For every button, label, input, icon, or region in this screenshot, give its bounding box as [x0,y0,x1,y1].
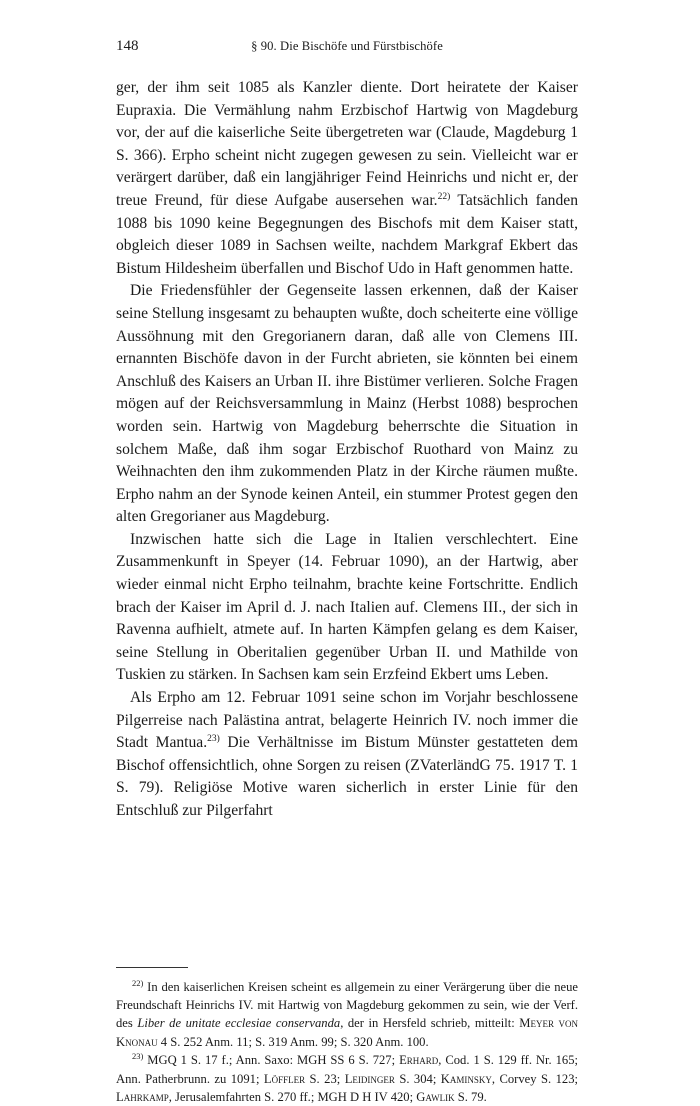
page-header [116,38,578,58]
paragraph-2: Die Friedensfühler der Gegenseite lassen erkennen, daß der Kaiser seine Stellung insgesamt zu behaupten wußte, doch scheiterte eine völlige Aussöhnung mit den Gregorianern daran, daß alle von Clemens III. ernannten Bischöfe davon in der Furcht abrieten, sie könnten bei einem Anschluß des Kaisers an Urban II. ihre Bistümer verlieren. Solche Fragen mögen auf der Reichsversammlung in Mainz (Herbst 1088) besprochen worden sein. Hartwig von Magdeburg beherrschte die Situation in solchem Maße, daß ihm sogar Erzbischof Ruothard von Mainz zu Weihnachten den ihm zukommenden Platz in der Kirche räumen mußte. Erpho nahm an der Synode keinen Anteil, ein stummer Protest gegen den alten Gregorianer aus Magdeburg. [116,282,578,526]
book-page [116,38,578,1106]
author-name: Kaminsky [440,1071,492,1086]
page-number: 148 [116,38,139,54]
footnote-ref-22[interactable]: 22) [437,191,451,202]
footnotes [116,978,578,1106]
footnote-mark: 22) [132,977,144,988]
author-name: Gawlik [416,1090,455,1105]
author-name: Lahrkamp [116,1090,169,1105]
author-name: Meyer von Knonau [116,1016,579,1049]
footnote-divider [116,967,188,968]
footnote-ref-23[interactable]: 23) [207,734,220,745]
paragraph-3: Inzwischen hatte sich die Lage in Italien verschlechtert. Eine Zusammenkunft in Speyer (14. Februar 1090), an der Hartwig, aber wieder einmal nicht Erpho teilnahm, brachte keine Fortschritte. Endlich brach der Kaiser im April d. J. nach Italien auf. Clemens III., der sich in Ravenna aufhielt, atmete auf. In harten Kämpfen gelang es dem Kaiser, seine Stellung in Oberitalien gegenüber Urban II. und Mathilde von Tuskien zu stärken. In Sachsen kam sein Erzfeind Ekbert ums Leben. [116,530,578,684]
main-text [116,77,578,823]
author-name: Erhard [399,1053,439,1068]
paragraph-4: Als Erpho am 12. Februar 1091 seine schon im Vorjahr beschlossene Pilgerreise nach Palästina antrat, belagerte Heinrich IV. noch immer die Stadt Mantua.$^{23)}$ Die Verhältnisse im Bistum Münster gestatteten dem Bischof offensichtlich, ohne Sorgen zu reisen (ZVaterländG 75. 1917 T. 1 S. 79). Religiöse Motive waren sicherlich in erster Linie für den Entschluß zur Pilgerfahrt [116,689,578,819]
footnote-23: $^{23)}$ MGQ 1 S. 17 f.; Ann. Saxo: MGH SS 6 S. 727; Erhard, Cod. 1 S. 129 ff. Nr. 165; Ann. Patherbrunn. zu 1091; Löffler S. 23; Leidinger S. 304; Kaminsky, Corvey S. 123; Lahrkamp, Jerusalemfahrten S. 270 ff.; MGH D H IV 420; Gawlik S. 79. [116,1051,578,1105]
running-title: § 90. Die Bischöfe und Fürstbischöfe [251,39,443,53]
work-title: Liber de unitate ecclesiae conservanda [137,1016,341,1031]
author-name: Leidinger [344,1071,395,1086]
author-name: Löffler [263,1071,306,1086]
footnote-22: $^{22)}$ In den kaiserlichen Kreisen scheint es allgemein zu einer Verärgerung über die neue Freundschaft Heinrichs IV. mit Hartwig von Magdeburg gekommen zu sein, wie der Verf. des Liber de unitate ecclesiae conservanda, der in Hersfeld schrieb, mitteilt: Meyer von Knonau 4 S. 252 Anm. 11; S. 319 Anm. 99; S. 320 Anm. 100. [116,977,579,1049]
paragraph-1: ger, der ihm seit 1085 als Kanzler diente. Dort heiratete der Kaiser Eupraxia. Die Vermählung nahm Erzbischof Hartwig von Magdeburg vor, der auf die kaiserliche Seite übergetreten war (Claude, Magdeburg 1 S. 366). Erpho scheint nicht zugegen gewesen zu sein. Vielleicht war er verärgert darüber, daß ein langjähriger Feind Heinrichs und nicht er, der treue Freund, für diese Aufgabe ausersehen war.$^{22)}$ Tatsächlich fanden 1088 bis 1090 keine Begegnungen des Bischofs mit dem Kaiser statt, obgleich dieser 1089 in Sachsen weilte, nachdem Markgraf Ekbert das Bistum Hildesheim überfallen und Bischof Udo in Haft genommen hatte. [116,79,578,277]
footnote-mark: 23) [132,1051,144,1062]
